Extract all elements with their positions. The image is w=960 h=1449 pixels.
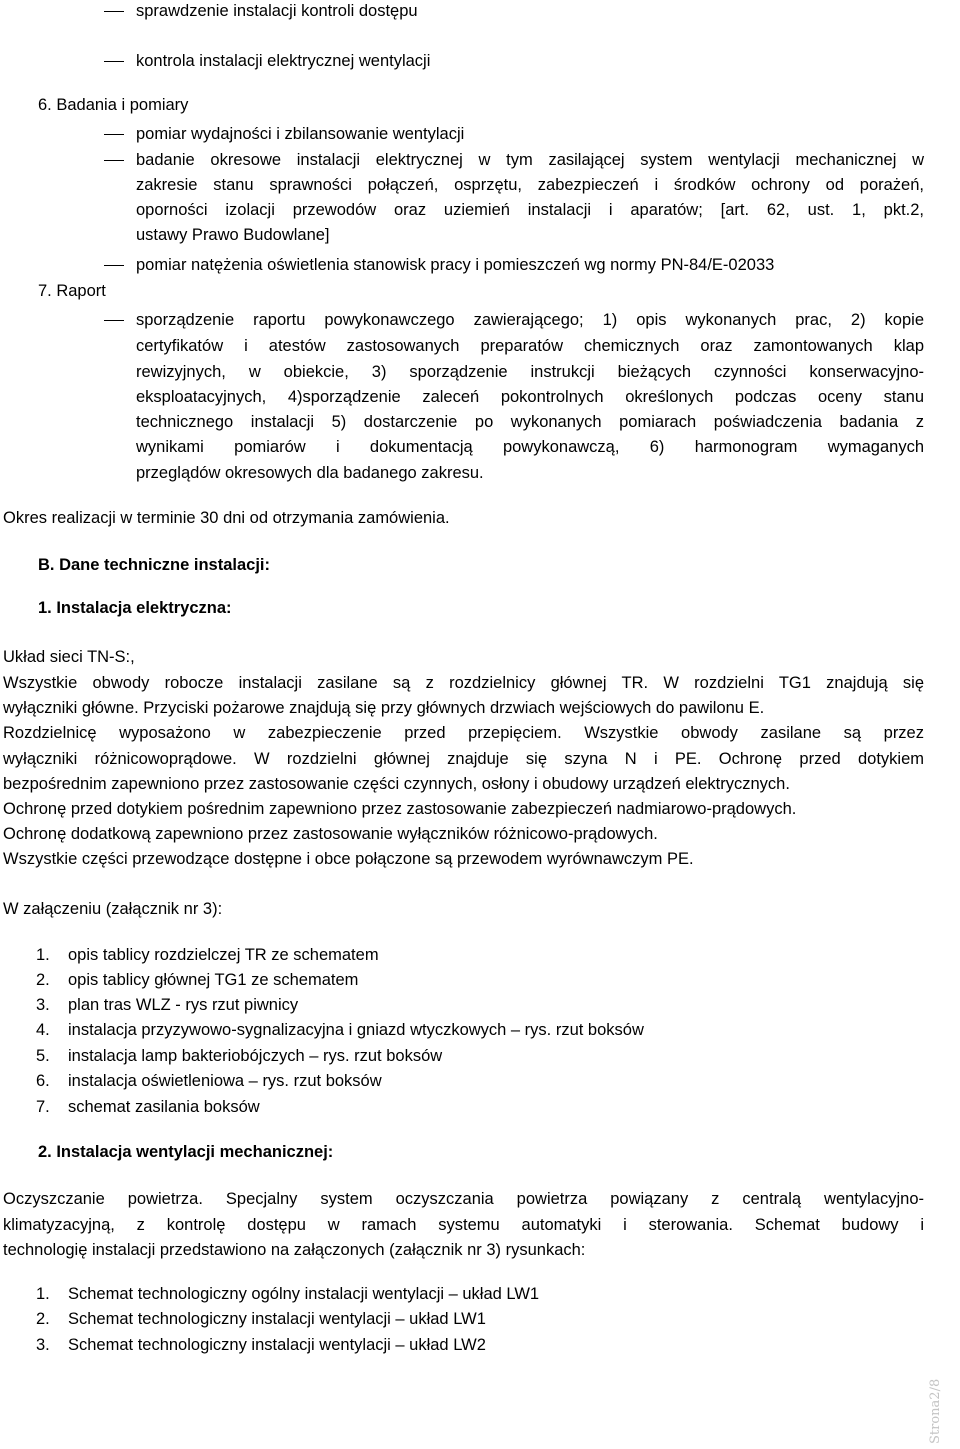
list-number: 2. [36,971,50,989]
section-6-title: 6. Badania i pomiary [38,96,189,114]
list-number: 4. [36,1021,50,1039]
bullet-dash [104,134,124,135]
list-number: 2. [36,1310,50,1328]
list-text: instalacja oświetleniowa – rys. rzut boksów [68,1072,382,1090]
list-item-line: oporności izolacji przewodów oraz uziemień instalacji i aparatów; [art. 62, ust. 1, pkt.2, [136,201,924,219]
paragraph-line: Ochronę dodatkową zapewniono przez zastosowanie wyłączników różnicowo-prądowych. [3,825,658,843]
list-text: plan tras WLZ - rys rzut piwnicy [68,996,299,1014]
list-number: 1. [36,946,50,964]
paragraph-line: Rozdzielnicę wyposażono w zabezpieczenie przed przepięciem. Wszystkie obwody zasilane są przez [3,724,924,742]
list-text: instalacja lamp bakteriobójczych – rys. rzut boksów [68,1047,443,1065]
paragraph-line: bezpośrednim zapewniono przez zastosowanie części czynnych, osłony i obudowy urządzeń elektrycznych. [3,775,790,793]
paragraph-line: certyfikatów i atestów zastosowanych preparatów chemicznych oraz zamontowanych klap [136,337,924,355]
bullet-dash [104,320,124,321]
list-item: pomiar natężenia oświetlenia stanowisk pracy i pomieszczeń wg normy PN-84/E-02033 [136,256,775,274]
list-item [36,1096,260,1118]
list-item: pomiar wydajności i zbilansowanie wentylacji [136,125,465,143]
list-item [36,1070,382,1092]
heading-ventilation: 2. Instalacja wentylacji mechanicznej: [38,1143,334,1161]
paragraph-line: rewizyjnych, w obiekcie, 3) sporządzenie instrukcji bieżących czynności konserwacyjno- [136,363,924,381]
paragraph-line: eksploatacyjnych, 4)sporządzenie zaleceń pokontrolnych określonych podczas oceny stanu [136,388,924,406]
page-number: Strona2/8 [928,1378,943,1444]
list-text: Schemat technologiczny instalacji wentylacji – układ LW1 [68,1310,486,1328]
section-7-title: 7. Raport [38,282,106,300]
list-item [36,1283,539,1305]
list-text: Schemat technologiczny ogólny instalacji wentylacji – układ LW1 [68,1285,540,1303]
paragraph-line: wyłączniki różnicowoprądowe. W rozdzielni głównej znajduje się szyna N i PE. Ochronę przed dotykiem [3,750,924,768]
paragraph-line: Układ sieci TN-S:, [3,648,135,666]
list-item [36,1019,644,1041]
list-item [36,944,379,966]
list-text: Schemat technologiczny instalacji wentylacji – układ LW2 [68,1336,486,1354]
list-item [36,1308,486,1330]
paragraph-line: Wszystkie obwody robocze instalacji zasilane są z rozdzielnicy głównej TR. W rozdzielni TG1 znajdują się [3,674,924,692]
list-text: opis tablicy rozdzielczej TR ze schematem [68,946,379,964]
list-item [36,994,298,1016]
list-item [36,969,358,991]
paragraph-line: technologię instalacji przedstawiono na załączonych (załącznik nr 3) rysunkach: [3,1241,586,1259]
list-item-line: badanie okresowe instalacji elektrycznej w tym zasilającej system wentylacji mechanicznej w [136,151,924,169]
list-number: 7. [36,1098,50,1116]
list-number: 5. [36,1047,50,1065]
bullet-dash [104,11,124,12]
list-number: 3. [36,1336,50,1354]
paragraph-line: Ochronę przed dotykiem pośrednim zapewniono przez zastosowanie zabezpieczeń nadmiarowo-prądowych. [3,800,797,818]
list-text: opis tablicy głównej TG1 ze schematem [68,971,359,989]
list-item: sprawdzenie instalacji kontroli dostępu [136,2,418,20]
paragraph-line: klimatyzacyjną, z kontrolę dostępu w ramach systemu automatyki i sterowania. Schemat budowy i [3,1216,924,1234]
heading-b: B. Dane techniczne instalacji: [38,556,270,574]
heading-electrical: 1. Instalacja elektryczna: [38,599,232,617]
paragraph-line: technicznego instalacji 5) dostarczenie po wykonanych pomiarach poświadczenia badania z [136,413,924,431]
paragraph-line: przeglądów okresowych dla badanego zakresu. [136,464,484,482]
list-item: kontrola instalacji elektrycznej wentylacji [136,52,431,70]
list-number: 1. [36,1285,50,1303]
bullet-dash [104,265,124,266]
attachment-intro: W załączeniu (załącznik nr 3): [3,900,223,918]
list-number: 6. [36,1072,50,1090]
list-item-line: zakresie stanu sprawności połączeń, osprzętu, zabezpieczeń i środków ochrony od porażeń, [136,176,924,194]
paragraph-line: Wszystkie części przewodzące dostępne i obce połączone są przewodem wyrównawczym PE. [3,850,694,868]
list-number: 3. [36,996,50,1014]
okres-text: Okres realizacji w terminie 30 dni od otrzymania zamówienia. [3,509,450,527]
list-item [36,1045,442,1067]
list-text: instalacja przyzywowo-sygnalizacyjna i gniazd wtyczkowych – rys. rzut boksów [68,1021,644,1039]
list-text: schemat zasilania boksów [68,1098,260,1116]
paragraph-line: Oczyszczanie powietrza. Specjalny system oczyszczania powietrza powiązany z centralą wentylacyjno- [3,1190,924,1208]
list-item-line: ustawy Prawo Budowlane] [136,226,330,244]
list-item [36,1334,486,1356]
paragraph-line: wyłączniki główne. Przyciski pożarowe znajdują się przy głównych drzwiach wejściowych do pawilonu E. [3,699,765,717]
paragraph-line: wynikami pomiarów i dokumentacją powykonawczą, 6) harmonogram wymaganych [136,438,924,456]
bullet-dash [104,61,124,62]
paragraph-line: sporządzenie raportu powykonawczego zawierającego; 1) opis wykonanych prac, 2) kopie [136,311,924,329]
bullet-dash [104,160,124,161]
